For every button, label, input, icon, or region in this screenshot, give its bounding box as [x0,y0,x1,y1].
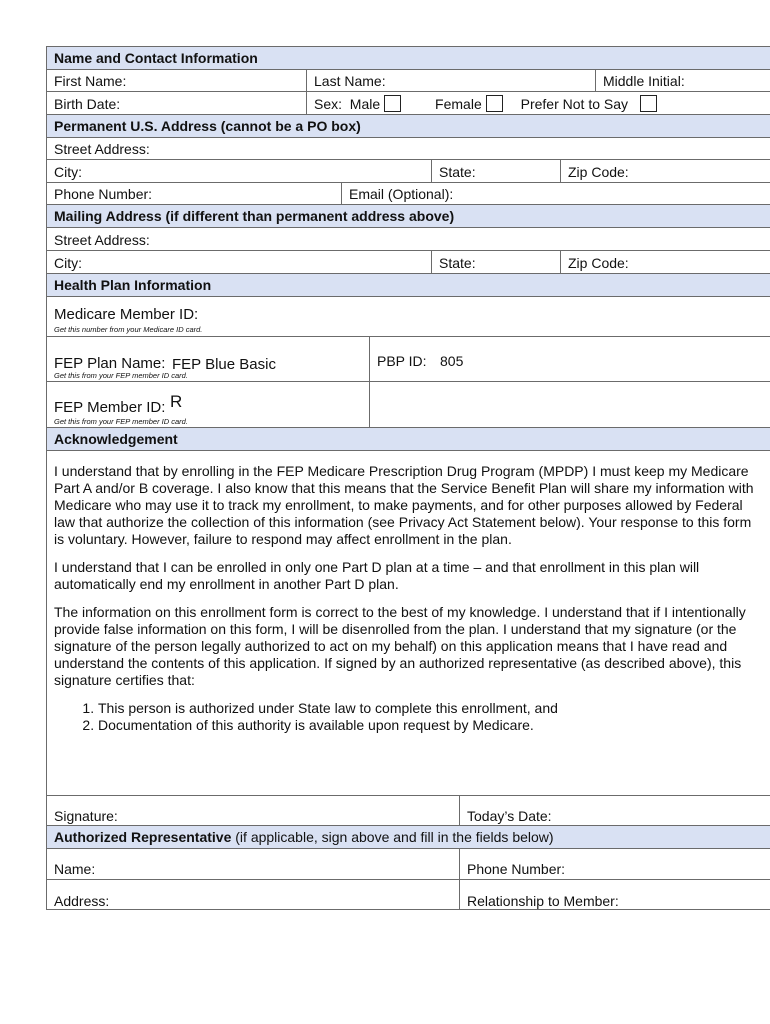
medicare-id-row [46,296,770,336]
female-label: Female [435,96,482,112]
rep-relationship-field[interactable] [459,880,770,909]
middle-initial-label: Middle Initial: [603,73,685,89]
male-label: Male [349,96,381,112]
phone-field[interactable] [47,183,341,204]
mail-street-row [46,227,770,250]
mail-state-label: State: [439,255,476,271]
pbp-id-value: 805 [440,353,464,369]
mail-city-label: City: [54,255,82,271]
section-header-permanent-address: Permanent U.S. Address (cannot be a PO box) [46,114,770,137]
pbp-id-label: PBP ID: [377,353,427,369]
email-field[interactable] [341,183,770,204]
mail-state-field[interactable] [431,251,560,273]
ack-list-item: 1. This person is authorized under State law to complete this enrollment, and [98,700,758,717]
rep-relationship-label: Relationship to Member: [467,893,619,909]
email-label: Email (Optional): [349,186,454,202]
perm-street-label: Street Address: [54,141,150,157]
perm-city-label: City: [54,164,82,180]
todays-date-label: Today’s Date: [467,808,552,824]
rep-address-field[interactable] [47,880,459,909]
prefer-not-checkbox[interactable] [640,95,657,112]
phone-label: Phone Number: [54,186,153,202]
birth-date-field[interactable] [47,92,306,114]
fep-member-label: FEP Member ID: [54,399,166,416]
perm-city-field[interactable] [47,160,431,182]
rep-address-label: Address: [54,893,110,909]
ack-list [54,700,758,734]
perm-state-field[interactable] [431,160,560,182]
mail-street-field[interactable] [47,228,770,250]
signature-row [46,795,770,825]
birth-date-label: Birth Date: [54,96,121,112]
signature-field[interactable] [47,796,459,825]
fep-member-field[interactable] [47,382,369,427]
fep-member-hint: Get this from your FEP member ID card. [54,417,188,426]
fep-plan-label: FEP Plan Name: [54,355,166,372]
male-checkbox[interactable] [384,95,401,112]
perm-street-row [46,137,770,159]
perm-street-field[interactable] [47,138,770,159]
acknowledgement-text [46,450,770,795]
todays-date-field[interactable] [459,796,770,825]
enrollment-form [46,46,770,910]
perm-zip-field[interactable] [560,160,770,182]
fep-plan-value: FEP Blue Basic [172,356,276,373]
female-checkbox[interactable] [486,95,503,112]
perm-city-row [46,159,770,182]
ack-paragraph-1: I understand that by enrolling in the FEP Medicare Prescription Drug Program (MPDP) I must keep my Medicare Part A and/or B coverage. I also know that this means that the Service Benefit Plan will share my information with Medicare who may use it to track my enrollment, to make payments, and for other purposes allowed by Federal law that authorize the collection of this information (see Privacy Act Statement below). Your response to this form is voluntary. However, failure to respond may affect enrollment in the plan. [54,463,754,547]
ack-list-item: 2. Documentation of this authority is available upon request by Medicare. [98,717,758,734]
sex-label: Sex: [314,96,343,112]
rep-address-row [46,879,770,910]
authorized-rep-note: (if applicable, sign above and fill in the fields below) [231,829,554,845]
birth-sex-row [46,91,770,114]
sex-field [306,92,770,114]
mail-city-row [46,250,770,273]
name-row [46,69,770,91]
rep-name-field[interactable] [47,849,459,879]
medicare-id-label: Medicare Member ID: [54,306,199,323]
fep-plan-field[interactable] [47,337,369,381]
fep-member-row [46,381,770,427]
mail-street-label: Street Address: [54,232,150,248]
authorized-rep-title: Authorized Representative [54,829,232,845]
section-header-authorized-rep [46,825,770,848]
section-header-acknowledgement: Acknowledgement [46,427,770,450]
first-name-field[interactable] [47,70,306,91]
perm-state-label: State: [439,164,476,180]
phone-email-row [46,182,770,204]
fep-member-blank [369,382,770,427]
rep-name-label: Name: [54,861,96,877]
section-header-health-plan: Health Plan Information [46,273,770,296]
sex-options [314,95,667,112]
prefer-not-label: Prefer Not to Say [520,96,629,112]
middle-initial-field[interactable] [595,70,770,91]
perm-zip-label: Zip Code: [568,164,629,180]
pbp-id-field[interactable] [369,337,770,381]
ack-paragraph-2: I understand that I can be enrolled in only one Part D plan at a time – and that enrollment in this plan will automatically end my enrollment in another Part D plan. [54,559,700,592]
mail-zip-label: Zip Code: [568,255,629,271]
signature-label: Signature: [54,808,118,824]
medicare-id-field[interactable] [47,297,770,336]
fep-plan-hint: Get this from your FEP member ID card. [54,371,188,380]
mail-zip-field[interactable] [560,251,770,273]
last-name-label: Last Name: [314,73,386,89]
fep-plan-row [46,336,770,381]
section-header-mailing-address: Mailing Address (if different than permanent address above) [46,204,770,227]
section-header-contact: Name and Contact Information [46,46,770,69]
last-name-field[interactable] [306,70,595,91]
rep-phone-field[interactable] [459,849,770,879]
fep-member-value: R [170,392,183,411]
rep-name-row [46,848,770,879]
rep-phone-label: Phone Number: [467,861,566,877]
medicare-id-hint: Get this number from your Medicare ID card. [54,325,203,334]
first-name-label: First Name: [54,73,127,89]
mail-city-field[interactable] [47,251,431,273]
ack-paragraph-3: The information on this enrollment form is correct to the best of my knowledge. I understand that if I intentionally provide false information on this form, I will be disenrolled from the plan. I understand that my signature (or the signature of the person legally authorized to act on my behalf) on this application means that I have read and understand the contents of this application. If signed by an authorized representative (as described above), this signature certifies that: [54,604,746,688]
